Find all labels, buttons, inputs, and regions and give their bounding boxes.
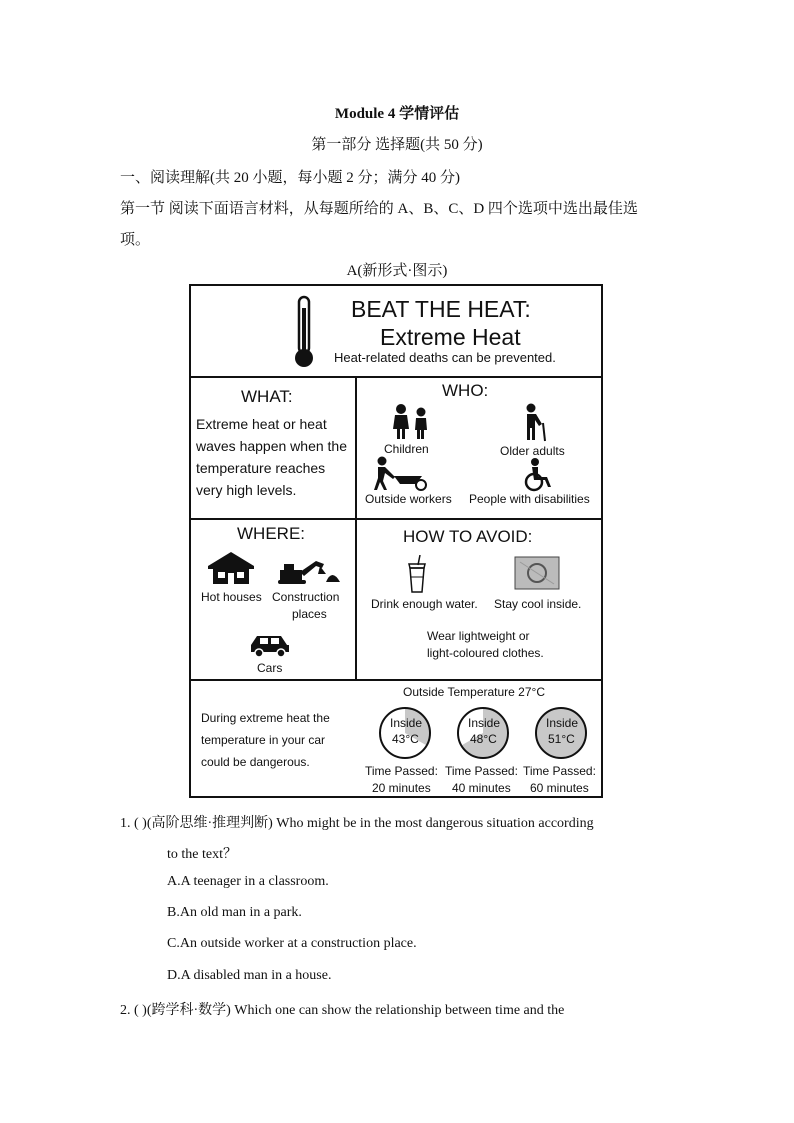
clock-inside-temp: 51°C [548,732,575,746]
who-children: Children [384,442,429,456]
car-clock [523,704,601,800]
poster-divider [191,376,601,378]
where-heading: WHERE: [237,524,305,543]
who-older-adults: Older adults [500,444,565,458]
clock-inside-temp: 48°C [470,732,497,746]
time-passed-minutes: 20 minutes [372,781,431,795]
clock-inside-temp: 43°C [392,732,419,746]
question-2-stem: 2. ( )(跨学科·数学) Which one can show the relationship between time and the [120,1003,565,1018]
where-cars: Cars [257,661,283,675]
poster-title-line-2: Extreme Heat [380,324,521,350]
poster-divider [191,679,601,681]
question-1-option-c[interactable]: C.An outside worker at a construction place. [167,936,417,951]
question-1-option-a[interactable]: A.A teenager in a classroom. [167,874,329,889]
wheelbarrow-worker-icon [374,456,442,492]
who-outside-workers: Outside workers [365,492,452,506]
car-clock-row [365,704,605,800]
time-passed-label: Time Passed: [365,764,438,778]
what-line: waves happen when the [196,438,347,454]
clock-inside-label: Inside [546,716,579,730]
children-icon [389,403,433,441]
part-heading: 第一部分 选择题(共 50 分) [311,137,483,153]
excavator-icon [276,558,342,586]
car-clock [445,704,523,800]
instruction-line-2: 项。 [120,232,151,248]
time-passed-label: Time Passed: [445,764,518,778]
instruction-line-1: 第一节 阅读下面语言材料，从每题所给的 A、B、C、D 四个选项中选出最佳选 [120,201,638,217]
outside-temperature: Outside Temperature 27°C [403,685,545,699]
who-people-with-disabilities: People with disabilities [469,492,590,506]
avoid-wear-line-1: Wear lightweight or [427,629,530,643]
avoid-wear-line-2: light-coloured clothes. [427,646,544,660]
what-heading: WHAT: [241,387,293,406]
poster-divider [355,376,357,681]
poster-tagline: Heat-related deaths can be prevented. [334,350,556,365]
where-construction-line-2: places [292,607,327,621]
heat-poster [189,284,603,798]
question-1-option-b[interactable]: B.An old man in a park. [167,905,302,920]
what-line: Extreme heat or heat [196,416,327,432]
where-construction-line-1: Construction [272,590,340,604]
time-passed-label: Time Passed: [523,764,596,778]
time-passed-minutes: 40 minutes [452,781,511,795]
poster-divider [191,518,601,520]
thermometer-icon [291,294,317,370]
air-conditioner-icon [514,556,560,590]
car-text-line-1: During extreme heat the [201,711,330,725]
what-line: very high levels. [196,482,297,498]
wheelchair-icon [521,458,557,492]
avoid-heading: HOW TO AVOID: [403,527,533,546]
question-1-stem: 1. ( )(高阶思维·推理判断) Who might be in the most dangerous situation according [120,816,594,831]
where-hot-houses: Hot houses [201,590,262,604]
section-heading: 一、阅读理解(共 20 小题，每小题 2 分；满分 40 分) [120,170,460,186]
car-text-line-3: could be dangerous. [201,755,310,769]
question-1-option-d[interactable]: D.A disabled man in a house. [167,968,332,983]
page-title: Module 4 学情评估 [334,106,460,122]
car-text-line-2: temperature in your car [201,733,326,747]
car-icon [249,633,291,657]
clock-inside-label: Inside [390,716,423,730]
clock-inside-label: Inside [468,716,501,730]
time-passed-minutes: 60 minutes [530,781,589,795]
older-adult-icon [521,403,551,443]
what-line: temperature reaches [196,460,326,476]
who-heading: WHO: [442,381,489,400]
car-clock [365,704,443,800]
poster-title-line-1: BEAT THE HEAT: [351,296,531,322]
passage-label: A(新形式·图示) [346,263,448,279]
avoid-drink: Drink enough water. [371,597,478,611]
avoid-stay-cool: Stay cool inside. [494,597,582,611]
house-icon [206,550,256,586]
drink-cup-icon [406,555,428,595]
question-1-stem-cont: to the text？ [167,847,237,862]
